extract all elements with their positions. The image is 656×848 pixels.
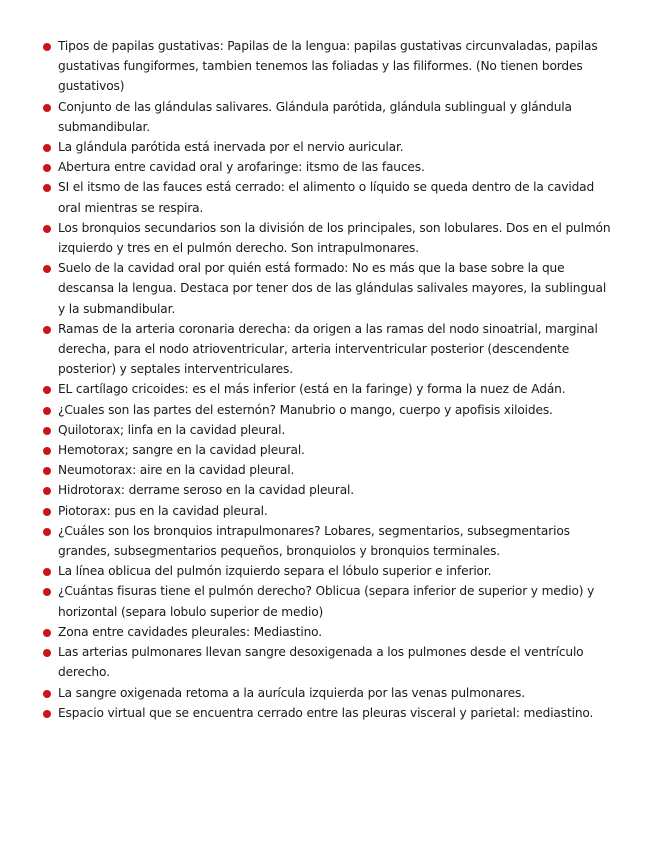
list-item-text: SI el itsmo de las fauces está cerrado: el alimento o líquido se queda dentro de la cavidad oral mientras se respira.	[58, 180, 595, 215]
list-item	[58, 137, 616, 157]
list-item-text: La glándula parótida está inervada por el nervio auricular.	[58, 140, 404, 155]
bullet-icon	[43, 184, 51, 192]
bullet-icon	[43, 104, 51, 112]
list-item	[58, 501, 616, 521]
list-item	[58, 440, 616, 460]
bullet-icon	[43, 649, 51, 657]
notes-list	[0, 36, 656, 723]
bullet-icon	[43, 568, 51, 576]
bullet-icon	[43, 43, 51, 51]
bullet-icon	[43, 710, 51, 718]
bullet-icon	[43, 487, 51, 495]
list-item-text: Abertura entre cavidad oral y arofaringe: itsmo de las fauces.	[58, 160, 425, 175]
list-item	[58, 218, 616, 258]
bullet-icon	[43, 690, 51, 698]
list-item-text: Quilotorax; linfa en la cavidad pleural.	[58, 422, 286, 437]
list-item-text: Piotorax: pus en la cavidad pleural.	[58, 503, 268, 518]
list-item-text: Conjunto de las glándulas salivares. Glándula parótida, glándula sublingual y glándula submandibular.	[58, 99, 572, 134]
notes-page	[0, 36, 656, 723]
list-item	[58, 420, 616, 440]
bullet-icon	[43, 144, 51, 152]
list-item	[58, 97, 616, 137]
bullet-icon	[43, 326, 51, 334]
bullet-icon	[43, 588, 51, 596]
list-item-text: Ramas de la arteria coronaria derecha: da origen a las ramas del nodo sinoatrial, marginal derecha, para el nodo atrioventricular, arteria interventricular posterior (descendente posterior) y septales interventriculares.	[58, 321, 598, 377]
list-item-text: EL cartílago cricoides: es el más inferior (está en la faringe) y forma la nuez de Adán.	[58, 382, 566, 397]
list-item	[58, 319, 616, 380]
list-item-text: ¿Cuáles son los bronquios intrapulmonares? Lobares, segmentarios, subsegmentarios grandes, subsegmentarios pequeños, bronquiolos y bronquios terminales.	[58, 523, 570, 559]
list-item	[58, 683, 616, 703]
list-item-text: ¿Cuántas fisuras tiene el pulmón derecho? Oblicua (separa inferior de superior y medio) y horizontal (separa lobulo superior de medio)	[58, 584, 595, 619]
bullet-icon	[43, 528, 51, 536]
list-item-text: ¿Cuales son las partes del esternón? Manubrio o mango, cuerpo y apofisis xiloides.	[58, 402, 553, 417]
list-item-text: Las arterias pulmonares llevan sangre desoxigenada a los pulmones desde el ventrículo derecho.	[58, 645, 584, 680]
list-item-text: Hidrotorax: derrame seroso en la cavidad pleural.	[58, 483, 355, 498]
bullet-icon	[43, 427, 51, 435]
bullet-icon	[43, 467, 51, 475]
list-item-text: Los bronquios secundarios son la división de los principales, son lobulares. Dos en el pulmón izquierdo y tres en el pulmón derecho. Son intrapulmonares.	[58, 220, 611, 256]
list-item-text: La línea oblicua del pulmón izquierdo separa el lóbulo superior e inferior.	[58, 564, 492, 579]
list-item-text: La sangre oxigenada retoma a la aurícula izquierda por las venas pulmonares.	[58, 685, 525, 700]
list-item	[58, 521, 616, 561]
list-item-text: Suelo de la cavidad oral por quién está formado: No es más que la base sobre la que descansa la lengua. Destaca por tener dos de las glándulas salivales mayores, la sublingual y la submandibular.	[58, 261, 607, 316]
list-item	[58, 460, 616, 480]
bullet-icon	[43, 407, 51, 415]
bullet-icon	[43, 508, 51, 516]
list-item	[58, 157, 616, 177]
bullet-icon	[43, 225, 51, 233]
list-item	[58, 581, 616, 621]
list-item	[58, 480, 616, 500]
list-item-text: Zona entre cavidades pleurales: Mediastino.	[58, 624, 322, 639]
list-item	[58, 703, 616, 723]
list-item-text: Hemotorax; sangre en la cavidad pleural.	[58, 443, 305, 458]
list-item	[58, 258, 616, 319]
bullet-icon	[43, 447, 51, 455]
bullet-icon	[43, 386, 51, 394]
list-item-text: Tipos de papilas gustativas: Papilas de la lengua: papilas gustativas circunvaladas, papilas gustativas fungiformes, tambien tenemos las foliadas y las filiformes. (No tienen bordes gustativos)	[58, 39, 598, 94]
bullet-icon	[43, 629, 51, 637]
list-item	[58, 177, 616, 217]
bullet-icon	[43, 164, 51, 172]
list-item	[58, 36, 616, 97]
list-item	[58, 622, 616, 642]
list-item-text: Neumotorax: aire en la cavidad pleural.	[58, 463, 295, 478]
list-item	[58, 379, 616, 399]
bullet-icon	[43, 265, 51, 273]
list-item-text: Espacio virtual que se encuentra cerrado entre las pleuras visceral y parietal: mediastino.	[58, 705, 594, 720]
list-item	[58, 400, 616, 420]
list-item	[58, 561, 616, 581]
list-item	[58, 642, 616, 682]
